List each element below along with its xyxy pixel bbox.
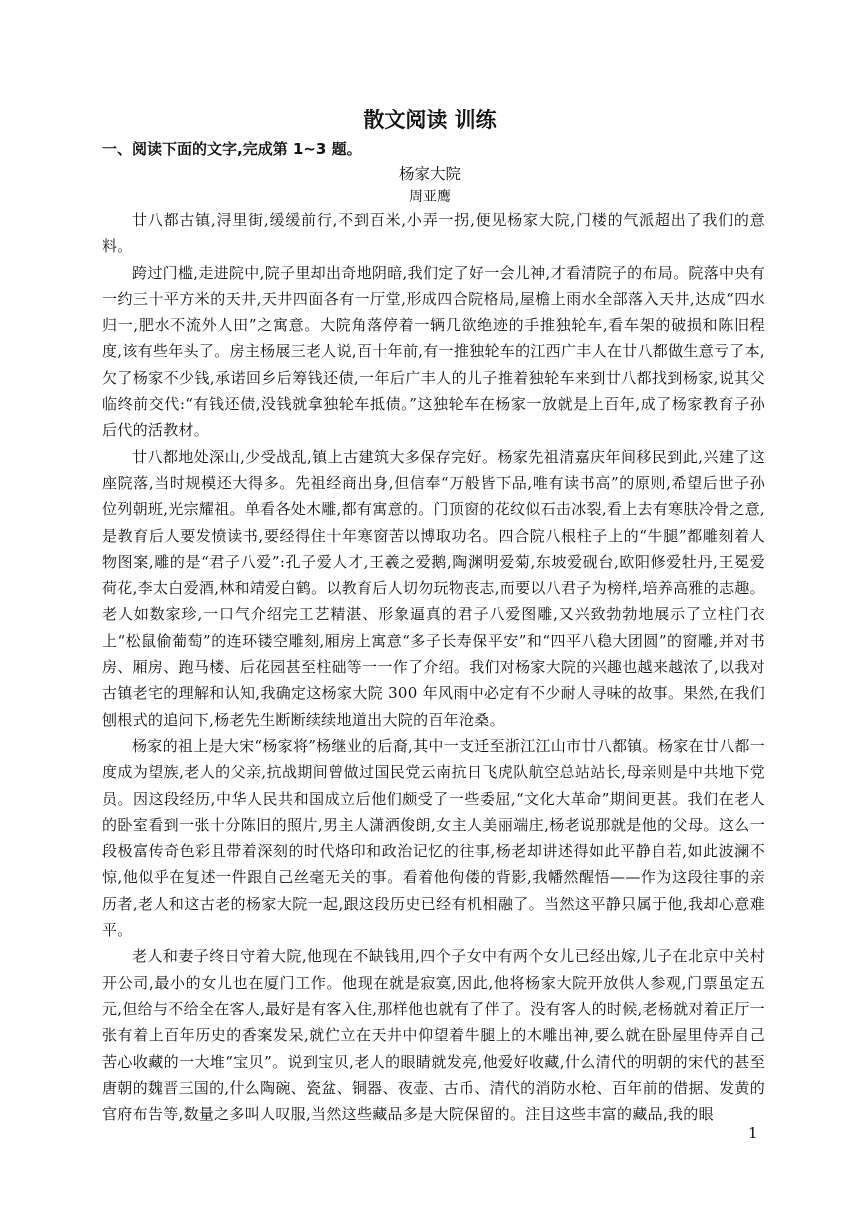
- article-body: [102, 207, 765, 1127]
- paragraph: 杨家的祖上是大宋“杨家将”杨继业的后裔,其中一支迁至浙江江山市廿八都镇。杨家在廿八都一度成为望族,老人的父亲,抗战期间曾做过国民党云南抗日飞虎队航空总站站长,母亲则是中共地下党员。因这段经历,中华人民共和国成立后他们颇受了一些委屈,“文化大革命”期间更甚。我们在老人的卧室看到一张十分陈旧的照片,男主人潇洒俊朗,女主人美丽端庄,杨老说那就是他的父母。这么一段极富传奇色彩且带着深刻的时代烙印和政治记忆的往事,杨老却讲述得如此平静自若,如此波澜不惊,他似乎在复述一件跟自己丝毫无关的事。看着他佝偻的背影,我幡然醒悟——作为这段往事的亲历者,老人和这古老的杨家大院一起,跟这段历史已经有机相融了。当然这平静只属于他,我却心意难平。: [102, 736, 766, 940]
- paragraph: 跨过门槛,走进院中,院子里却出奇地阴暗,我们定了好一会儿神,才看清院子的布局。院落中央有一约三十平方米的天井,天井四面各有一厅堂,形成四合院格局,屋檐上雨水全部落入天井,达成“四水归一,肥水不流外人田”之寓意。大院角落停着一辆几欲绝迹的手推独轮车,看车架的破损和陈旧程度,该有些年头了。房主杨展三老人说,百十年前,有一推独轮车的江西广丰人在廿八都做生意亏了本,欠了杨家不少钱,承诺回乡后筹钱还债,一年后广丰人的儿子推着独轮车来到廿八都找到杨家,说其父临终前交代:“有钱还债,没钱就拿独轮车抵债。”这独轮车在杨家一放就是上百年,成了杨家教育子孙后代的活教材。: [102, 263, 765, 440]
- article-title: 杨家大院: [398, 165, 461, 183]
- paragraph: 廿八都地处深山,少受战乱,镇上古建筑大多保存完好。杨家先祖清嘉庆年间移民到此,兴建了这座院落,当时规模还大得多。先祖经商出身,但信奉“万般皆下品,唯有读书高”的原则,希望后世子孙位列朝班,光宗耀祖。单看各处木雕,都有寓意的。门顶窗的花纹似石击冰裂,看上去有寒肤冷骨之意,是教育后人要发愤读书,要经得住十年寒窗苦以博取功名。四合院八根柱子上的“牛腿”都雕刻着人物图案,雕的是“君子八爱”:孔子爱人才,王羲之爱鹅,陶渊明爱菊,东坡爱砚台,欧阳修爱牡丹,王冕爱荷花,李太白爱酒,林和靖爱白鹤。以教育后人切勿玩物丧志,而要以八君子为榜样,培养高雅的志趣。老人如数家珍,一口气介绍完工艺精湛、形象逼真的君子八爱图雕,又兴致勃勃地展示了立柱门衣上“松鼠偷葡萄”的连环镂空雕刻,厢房上寓意“多子长寿保平安”和“四平八稳大团圆”的窗雕,并对书房、厢房、跑马楼、后花园甚至柱础等一一作了介绍。我们对杨家大院的兴趣也越来越浓了,以我对古镇老宅的理解和认知,我确定这杨家大院 300 年风雨中必定有不少耐人寻味的故事。果然,在我们刨根式的追问下,杨老先生断断续续地道出大院的百年沧桑。: [102, 447, 765, 729]
- page-title: 散文阅读 训练: [363, 108, 497, 132]
- paragraph: 老人和妻子终日守着大院,他现在不缺钱用,四个子女中有两个女儿已经出嫁,儿子在北京中关村开公司,最小的女儿也在厦门工作。他现在就是寂寞,因此,他将杨家大院开放供人参观,门票虽定五元,但给与不给全在客人,最好是有客入住,那样他也就有了伴了。没有客人的时候,老杨就对着正厅一张有着上百年历史的香案发呆,就伫立在天井中仰望着牛腿上的木雕出神,要么就在卧屋里侍弄自己苦心收藏的一大堆“宝贝”。说到宝贝,老人的眼睛就发亮,他爱好收藏,什么清代的明朝的宋代的甚至唐朝的魏晋三国的,什么陶碗、瓷盆、铜器、夜壶、古币、清代的消防水枪、百年前的借据、发黄的官府布告等,数量之多叫人叹服,当然这些藏品多是大院保留的。注目这些丰富的藏品,我的眼: [102, 947, 765, 1124]
- paragraph: 廿八都古镇,浔里街,缓缓前行,不到百米,小弄一拐,便见杨家大院,门楼的气派超出了我们的意料。: [102, 211, 765, 256]
- article-author: 周亚鹰: [409, 189, 451, 205]
- page-number: 1: [748, 1124, 758, 1142]
- section-heading: 一、阅读下面的文字,完成第 1~3 题。: [102, 140, 362, 158]
